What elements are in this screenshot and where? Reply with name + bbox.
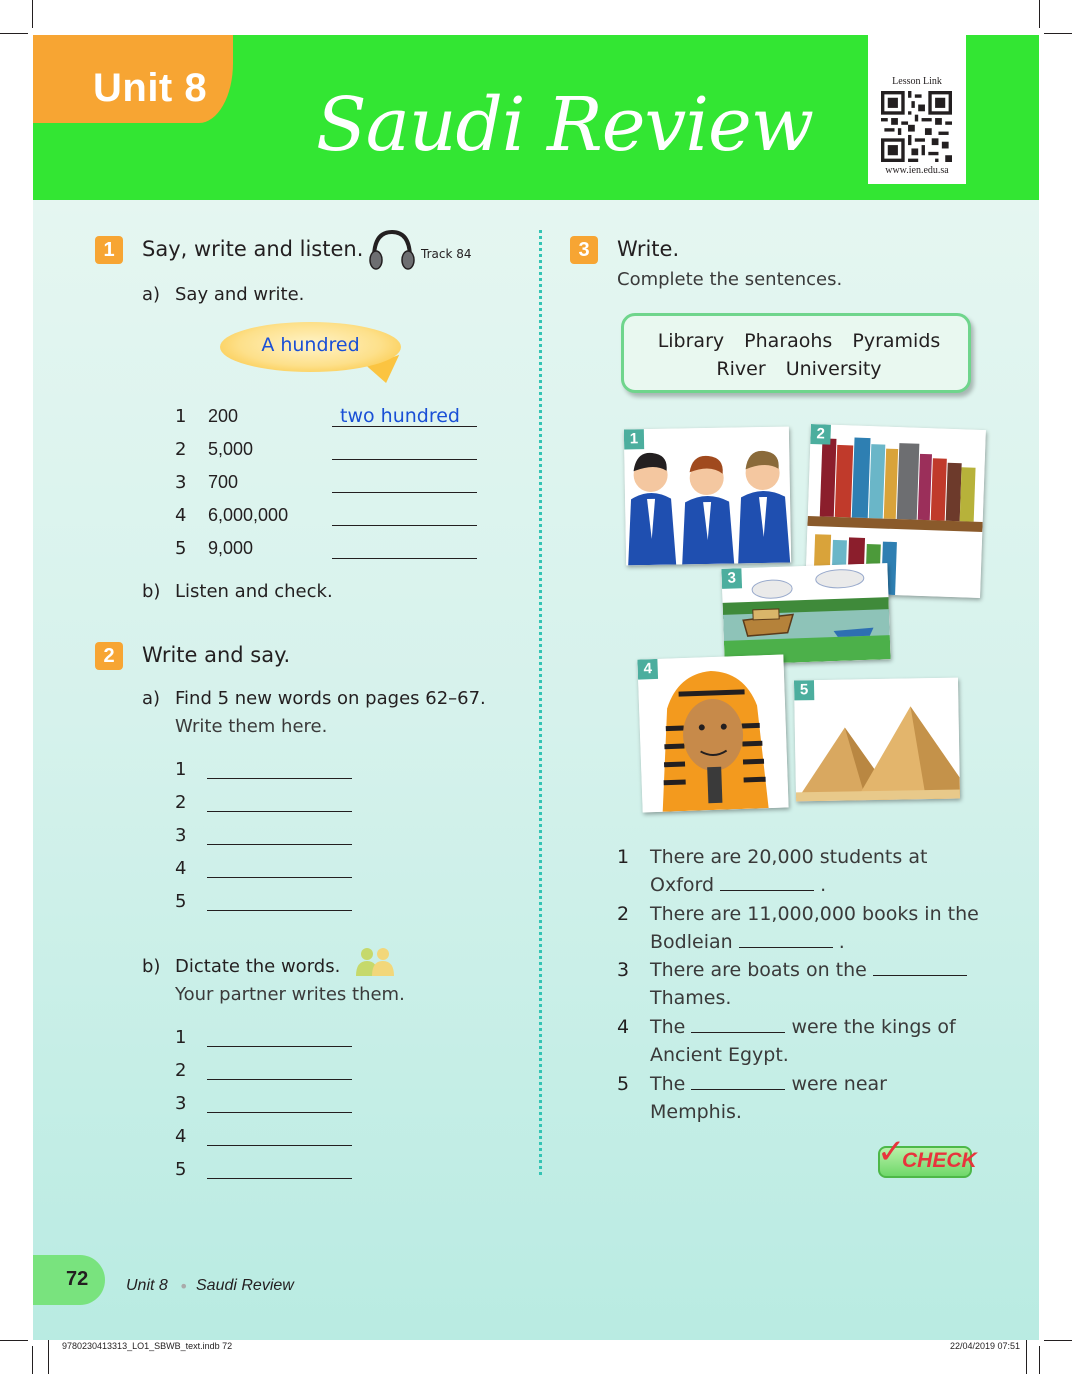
exercise-3-heading: Write. <box>617 237 680 261</box>
sentence-text: were near <box>791 1073 887 1095</box>
answer-line[interactable] <box>739 930 833 948</box>
crop-mark <box>32 0 33 28</box>
crop-mark <box>1044 1340 1072 1341</box>
crop-mark <box>0 1340 28 1341</box>
word-box <box>621 313 971 393</box>
sentence-number: 4 <box>617 1016 630 1038</box>
print-slug-file: 9780230413313_LO1_SBWB_text.indb 72 <box>62 1341 233 1351</box>
sentence-text: Oxford <box>650 874 715 896</box>
sentence-text: Ancient Egypt. <box>650 1044 789 1066</box>
answer-line[interactable] <box>207 844 352 845</box>
river-illustration <box>721 563 890 665</box>
picture-pyramids <box>794 678 960 802</box>
list-item-value: 5,000 <box>208 439 254 459</box>
crop-mark <box>1039 0 1040 28</box>
sentence-4 <box>650 1013 970 1069</box>
word-box-row <box>624 330 974 352</box>
answer-line[interactable] <box>332 492 477 493</box>
sentence-text: Bodleian <box>650 931 733 953</box>
picture-number: 3 <box>721 568 742 589</box>
list-item-value: 200 <box>208 406 239 426</box>
exercise-1b-label: b) <box>142 581 161 602</box>
answer-line[interactable] <box>207 1079 352 1080</box>
exercise-2-badge: 2 <box>95 642 123 670</box>
sentence-number: 3 <box>617 959 630 981</box>
list-item-number: 3 <box>175 825 187 846</box>
answer-line[interactable] <box>207 1112 352 1113</box>
sentence-number: 2 <box>617 903 630 925</box>
picture-number: 5 <box>794 680 814 700</box>
sentence-text: There are 20,000 students at <box>650 846 928 868</box>
list-item-number: 4 <box>175 1126 187 1147</box>
pair-work-icon <box>353 946 399 976</box>
sentence-text: The <box>650 1073 686 1095</box>
headphones-icon[interactable] <box>368 228 416 272</box>
answer-line[interactable] <box>207 778 352 779</box>
list-item-value: 700 <box>208 472 239 492</box>
picture-river <box>721 563 890 665</box>
sentence-number: 5 <box>617 1073 630 1095</box>
answer-text: two hundred <box>340 405 460 427</box>
pharaoh-illustration <box>637 654 788 812</box>
list-item-number: 5 <box>175 891 187 912</box>
picture-number: 1 <box>624 429 644 449</box>
list-item-number: 2 <box>175 439 187 460</box>
sentence-number: 1 <box>617 846 630 868</box>
print-slug-date: 22/04/2019 07:51 <box>950 1341 1021 1351</box>
sentence-text: There are 11,000,000 books in the <box>650 903 979 925</box>
answer-line[interactable] <box>332 525 477 526</box>
answer-line[interactable] <box>207 1145 352 1146</box>
exercise-1a-label: a) <box>142 284 161 305</box>
column-divider <box>539 230 542 1175</box>
lesson-link-url[interactable]: www.ien.edu.sa <box>885 165 949 176</box>
unit-label: Unit 8 <box>93 66 208 110</box>
answer-line[interactable] <box>332 426 477 427</box>
list-item-value: 9,000 <box>208 538 254 558</box>
picture-pharaoh <box>637 654 788 812</box>
page-number: 72 <box>66 1268 89 1290</box>
answer-line[interactable] <box>332 558 477 559</box>
list-item-number: 3 <box>175 472 187 493</box>
word-box-row <box>624 358 974 380</box>
list-item-number: 1 <box>175 1027 187 1048</box>
answer-line[interactable] <box>207 811 352 812</box>
lesson-link-label: Lesson Link <box>892 76 942 87</box>
exercise-2a-label: a) <box>142 688 161 709</box>
exercise-1b-instruction: Listen and check. <box>175 581 333 602</box>
exercise-3-instruction: Complete the sentences. <box>617 269 843 290</box>
sentence-5 <box>650 1070 970 1126</box>
exercise-3-badge: 3 <box>570 236 598 264</box>
exercise-2b-instruction-2: Your partner writes them. <box>175 984 405 1005</box>
page-title: Saudi Review <box>316 82 814 168</box>
list-item-number: 1 <box>175 406 187 427</box>
qr-code-icon[interactable] <box>881 91 952 162</box>
exercise-2-heading: Write and say. <box>142 643 291 667</box>
pyramids-illustration <box>794 678 960 802</box>
answer-line[interactable] <box>691 1015 785 1033</box>
answer-line[interactable] <box>332 459 477 460</box>
answer-line[interactable] <box>207 910 352 911</box>
footer-unit: Unit 8 <box>126 1277 168 1294</box>
sentence-text: The <box>650 1016 686 1038</box>
crop-mark <box>32 1346 33 1374</box>
sentence-text: were the kings of <box>791 1016 956 1038</box>
list-item-number: 3 <box>175 1093 187 1114</box>
sentence-2 <box>650 900 980 956</box>
answer-line[interactable] <box>207 1178 352 1179</box>
word-box-word: University <box>785 358 882 380</box>
list-item-number: 1 <box>175 759 187 780</box>
list-item-number: 5 <box>175 1159 187 1180</box>
sentence-1 <box>650 843 970 899</box>
sentence-text: . <box>838 931 845 953</box>
exercise-1a-instruction: Say and write. <box>175 284 305 305</box>
answer-line[interactable] <box>207 1046 352 1047</box>
footer-title: Saudi Review <box>196 1277 294 1294</box>
exercise-2a-instruction-2: Write them here. <box>175 716 328 737</box>
picture-students <box>624 427 791 566</box>
check-button-label: CHECK <box>902 1149 977 1172</box>
checkmark-icon: ✓ <box>877 1132 906 1172</box>
sentence-text: Thames. <box>650 987 732 1009</box>
word-box-word: Library <box>657 330 725 352</box>
sentence-text: Memphis. <box>650 1101 742 1123</box>
exercise-1-heading: Say, write and listen. <box>142 237 364 261</box>
exercise-2a-instruction: Find 5 new words on pages 62–67. <box>175 688 486 709</box>
exercise-2b-label: b) <box>142 956 161 977</box>
sentence-text: . <box>820 874 827 896</box>
list-item-number: 2 <box>175 1060 187 1081</box>
list-item-number: 4 <box>175 858 187 879</box>
crop-mark <box>1044 33 1072 34</box>
answer-line[interactable] <box>207 877 352 878</box>
picture-number: 2 <box>810 424 831 445</box>
students-illustration <box>624 427 791 566</box>
exercise-2b-instruction: Dictate the words. <box>175 956 341 977</box>
sentence-text: There are boats on the <box>650 959 867 981</box>
word-box-word: Pyramids <box>852 330 941 352</box>
answer-line[interactable] <box>691 1072 785 1090</box>
speech-bubble-text: A hundred <box>261 334 360 356</box>
list-item-number: 2 <box>175 792 187 813</box>
exercise-1-badge: 1 <box>95 236 123 264</box>
list-item-number: 5 <box>175 538 187 559</box>
answer-line[interactable] <box>720 873 814 891</box>
footer-separator: • <box>179 1277 189 1296</box>
crop-mark <box>1039 1346 1040 1374</box>
word-box-word: Pharaohs <box>744 330 833 352</box>
list-item-number: 4 <box>175 505 187 526</box>
crop-mark <box>0 33 28 34</box>
track-label: Track 84 <box>421 247 472 261</box>
answer-line[interactable] <box>873 958 967 976</box>
list-item-value: 6,000,000 <box>208 505 289 525</box>
sentence-3 <box>650 956 970 1012</box>
word-box-word: River <box>716 358 766 380</box>
picture-number: 4 <box>637 659 658 680</box>
